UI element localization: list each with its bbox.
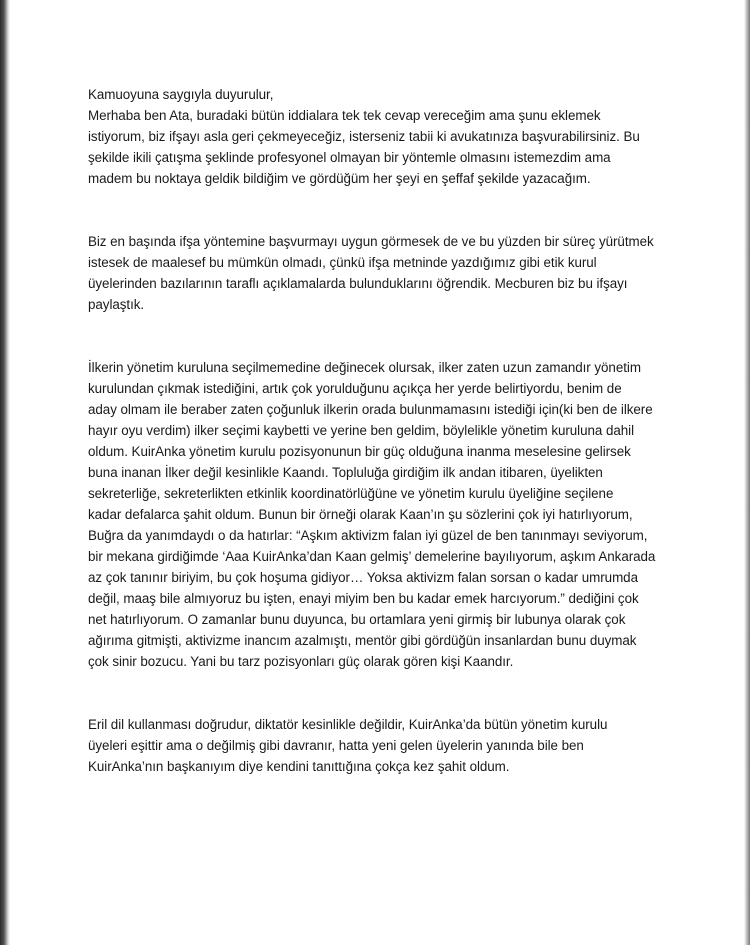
text-line: buna inanan İlker değil kesinlikle Kaandı. Topluluğa girdiğim ilk andan itibaren, üyelikten [88, 465, 603, 480]
text-line: paylaştık. [88, 297, 145, 312]
text-line: üyeleri eşittir ama o değilmiş gibi davranır, hatta yeni gelen üyelerin yanında bile ben [88, 738, 584, 753]
text-line: hayır oyu verdim) ilker seçimi kaybetti ve yerine ben geldim, böylelikle yönetim kuruluna dahil [88, 423, 634, 438]
text-line: madem bu noktaya geldik bildiğim ve gördüğüm her şeyi en şeffaf şekilde yazacağım. [88, 171, 591, 186]
text-line: değil, maaş bile almıyoruz bu işten, enayi miyim ben bu kadar emek harcıyorum.” dediğini çok [88, 591, 639, 606]
text-line: istesek de maalesef bu mümkün olmadı, çünkü ifşa metninde yazdığımız gibi etik kurul [88, 255, 597, 270]
text-line: şekilde ikili çatışma şeklinde profesyonel olmayan bir yöntemle olmasını istemezdim ama [88, 150, 611, 165]
text-line: kadar defalarca şahit oldum. Bunun bir örneği olarak Kaan’ın şu sözlerini çok iyi hatırlıyorum, [88, 507, 633, 522]
text-line: Biz en başında ifşa yöntemine başvurmayı uygun görmesek de ve bu yüzden bir süreç yürütmek [88, 234, 654, 249]
text-line: az çok tanınır biriyim, bu çok hoşuma gidiyor… Yoksa aktivizm falan sorsan o kadar umrumda [88, 570, 638, 585]
page-edge-shadow-left [0, 0, 10, 945]
paragraph-3 [88, 357, 663, 672]
document-page [88, 84, 663, 819]
text-line: net hatırlıyorum. O zamanlar bunu duyunca, bu ortamlara yeni girmiş bir lubunya olarak çok [88, 612, 626, 627]
paragraph-4 [88, 714, 663, 777]
text-line: kurulundan çıkmak istediğini, artık çok yorulduğunu açıkça her yerde belirtiyordu, benim de [88, 381, 622, 396]
paragraph-2 [88, 231, 663, 315]
text-line: bir mekana girdiğimde ‘Aaa KuirAnka’dan Kaan gelmiş’ demelerine bayılıyorum, aşkım Ankarada [88, 549, 656, 564]
text-line: sekreterliğe, sekreterlikten etkinlik koordinatörlüğüne ve yönetim kurulu üyeliğine seçilene [88, 486, 614, 501]
text-line: KuirAnka’nın başkanıyım diye kendini tanıttığına çokça kez şahit oldum. [88, 759, 510, 774]
text-line: oldum. KuirAnka yönetim kurulu pozisyonunun bir güç olduğuna inanma meselesine gelirsek [88, 444, 631, 459]
text-line: aday olmam ile beraber zaten çoğunluk ilkerin orada bulunmamasını istediği için(ki ben de ilkere [88, 402, 653, 417]
greeting: Kamuoyuna saygıyla duyurulur, [88, 87, 274, 102]
page-edge-shadow-right [744, 0, 750, 945]
text-line: istiyorum, biz ifşayı asla geri çekmeyeceğiz, isterseniz tabii ki avukatınıza başvurabilirsiniz. Bu [88, 129, 640, 144]
text-line: İlkerin yönetim kuruluna seçilmemedine değinecek olursak, ilker zaten uzun zamandır yönetim [88, 360, 641, 375]
text-line: Merhaba ben Ata, buradaki bütün iddialara tek tek cevap vereceğim ama şunu eklemek [88, 108, 601, 123]
text-line: üyelerinden bazılarının taraflı açıklamalarda bulunduklarını öğrendik. Mecburen biz bu ifşayı [88, 276, 628, 291]
text-line: ağırıma gitmişti, aktivizme inancım azalmıştı, mentör gibi gördüğün insanlardan bunu duymak [88, 633, 637, 648]
text-line: Buğra da yanımdaydı o da hatırlar: “Aşkım aktivizm falan iyi güzel de ben tanınmayı seviyorum, [88, 528, 648, 543]
paragraph-1 [88, 105, 663, 189]
text-line: çok sinir bozucu. Yani bu tarz pozisyonları güç olarak gören kişi Kaandır. [88, 654, 514, 669]
text-line: Eril dil kullanması doğrudur, diktatör kesinlikle değildir, KuirAnka’da bütün yönetim kurulu [88, 717, 608, 732]
